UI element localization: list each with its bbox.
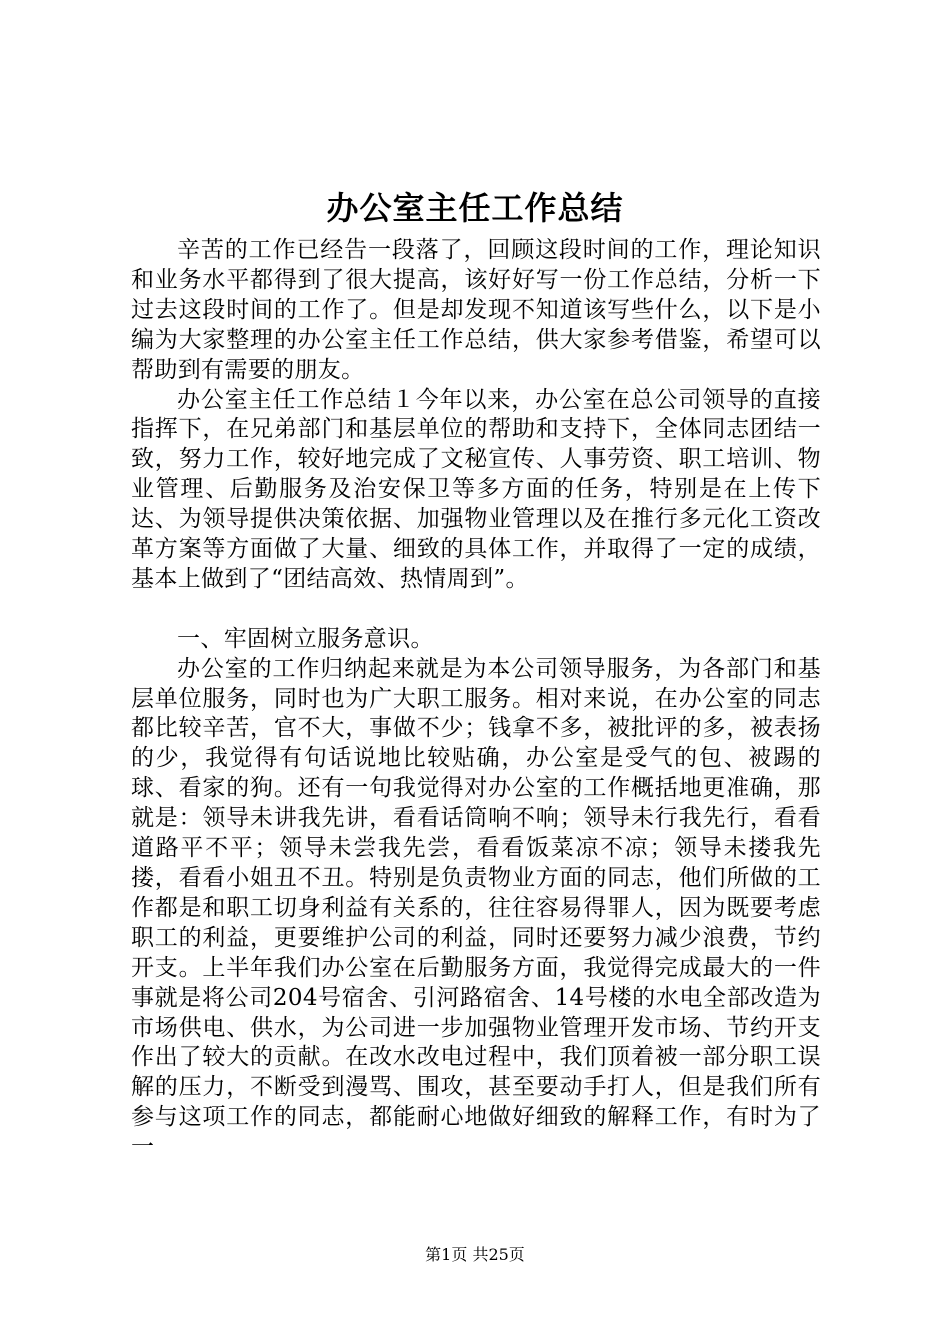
paragraph-gap bbox=[131, 595, 821, 625]
paragraph-summary-1: 办公室主任工作总结１今年以来，办公室在总公司领导的直接指挥下，在兄弟部门和基层单位的帮助和支持下，全体同志团结一致，努力工作，较好地完成了文秘宣传、人事劳资、职工培训、物业管理、后勤服务及治安保卫等多方面的任务，特别是在上传下达、为领导提供决策依据、加强物业管理以及在推行多元化工资改革方案等方面做了大量、细致的具体工作，并取得了一定的成绩，基本上做到了“团结高效、热情周到”。 bbox=[131, 386, 821, 592]
page-title: 办公室主任工作总结 bbox=[326, 189, 624, 227]
page-footer: 第1页 共25页 bbox=[425, 1245, 525, 1264]
section-heading: 一、牢固树立服务意识。 bbox=[177, 625, 434, 652]
paragraph-intro: 辛苦的工作已经告一段落了，回顾这段时间的工作，理论知识和业务水平都得到了很大提高，该好好写一份工作总结，分析一下过去这段时间的工作了。但是却发现不知道该写些什么，以下是小编为大家整理的办公室主任工作总结，供大家参考借鉴，希望可以帮助到有需要的朋友。 bbox=[131, 237, 821, 383]
document-body bbox=[131, 236, 821, 1163]
paragraph-service: 办公室的工作归纳起来就是为本公司领导服务，为各部门和基层单位服务，同时也为广大职工服务。相对来说，在办公室的同志都比较辛苦，官不大，事做不少；钱拿不多，被批评的多，被表扬的少，我觉得有句话说地比较贴确，办公室是受气的包、被踢的球、看家的狗。还有一句我觉得对办公室的工作概括地更准确，那就是：领导未讲我先讲，看看话筒响不响；领导未行我先行，看看道路平不平；领导未尝我先尝，看看饭菜凉不凉；领导未搂我先搂，看看小姐丑不丑。特别是负责物业方面的同志，他们所做的工作都是和职工切身利益有关系的，往往容易得罪人，因为既要考虑职工的利益，更要维护公司的利益，同时还要努力减少浪费，节约开支。上半年我们办公室在后勤服务方面，我觉得完成最大的一件事就是将公司204号宿舍、引河路宿舍、14号楼的水电全部改造为市场供电、供水，为公司进一步加强物业管理开发市场、节约开支作出了较大的贡献。在改水改电过程中，我们顶着被一部分职工误解的压力，不断受到漫骂、围攻，甚至要动手打人，但是我们所有参与这项工作的同志，都能耐心地做好细致的解释工作，有时为了一 bbox=[131, 655, 821, 1161]
